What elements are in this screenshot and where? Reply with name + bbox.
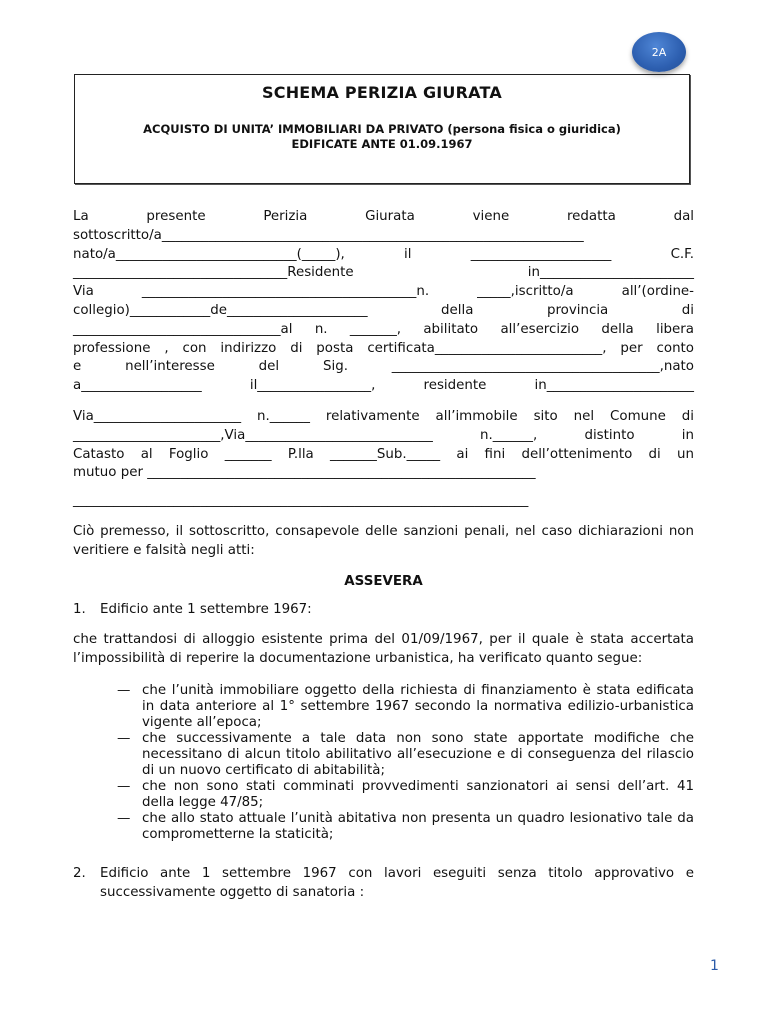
item-2-number: 2.: [73, 865, 86, 881]
item-2: [73, 865, 694, 903]
property-line: ____________________________________________________________________: [73, 493, 529, 509]
item-1-text: Edificio ante 1 settembre 1967:: [100, 602, 312, 618]
intro-line: e nell’interesse del Sig. ________________________________________,nato: [73, 359, 694, 375]
dash-marker: —: [117, 778, 131, 794]
title-box: [74, 74, 690, 184]
list-item: [117, 683, 694, 731]
intro-line: nato/a___________________________(_____), il _____________________ C.F.: [73, 246, 694, 262]
declaration-list: [117, 683, 694, 843]
dash-marker: —: [117, 810, 131, 826]
page-number: 1: [710, 958, 719, 974]
item-1: [73, 601, 694, 620]
dash-marker: —: [117, 730, 131, 746]
subtitle-line-2: EDIFICATE ANTE 01.09.1967: [291, 137, 473, 151]
property-paragraph: [73, 408, 694, 511]
property-line: ______________________,Via____________________________ n.______, distinto in: [73, 427, 694, 443]
intro-line: professione , con indirizzo di posta certificata_________________________, per conto: [73, 340, 694, 356]
premise-paragraph: Ciò premesso, il sottoscritto, consapevole delle sanzioni penali, nel caso dichiarazioni non veritiere e falsità negli atti:: [73, 523, 694, 558]
intro-line: Via _________________________________________n. _____,iscritto/a all’(ordine-: [73, 284, 694, 300]
item-1-number: 1.: [73, 602, 86, 618]
item-2-text: Edificio ante 1 settembre 1967 con lavori eseguiti senza titolo approvativo e successivamente oggetto di sanatoria :: [100, 865, 694, 900]
document-subtitle: [75, 122, 689, 152]
list-item: [117, 731, 694, 779]
list-item-text: che non sono stati comminati provvedimenti sanzionatori ai sensi dell’art. 41 della legge 47/85;: [142, 778, 694, 810]
intro-line: a__________________ il_________________, residente in______________________: [73, 378, 694, 394]
intro-line: La presente Perizia Giurata viene redatta dal: [73, 209, 694, 224]
property-line: mutuo per __________________________________________________________: [73, 465, 536, 481]
item-1-intro: che trattandosi di alloggio esistente prima del 01/09/1967, per il quale è stata accertata l’impossibilità di reperire la documentazione urbanistica, ha verificato quanto segue:: [73, 632, 694, 666]
property-line: Catasto al Foglio _______ P.lla _______Sub._____ ai fini dell’ottenimento di un: [73, 446, 694, 462]
assevera-heading: ASSEVERA: [344, 573, 423, 589]
document-title: SCHEMA PERIZIA GIURATA: [262, 83, 502, 102]
dash-marker: —: [117, 682, 131, 698]
section-badge: 2A: [632, 32, 686, 72]
list-item-text: che allo stato attuale l’unità abitativa non presenta un quadro lesionativo tale da comprometterne la staticità;: [142, 810, 694, 842]
intro-line: ________________________________Residente in_______________________: [73, 265, 694, 281]
intro-line: collegio)____________de_____________________ della provincia di: [73, 302, 694, 318]
list-item: [117, 811, 694, 843]
list-item: [117, 779, 694, 811]
intro-line: _______________________________al n. _______, abilitato all’esercizio della libera: [73, 321, 694, 337]
list-item-text: che successivamente a tale data non sono state apportate modifiche che necessitano di alcun titolo abilitativo all’esecuzione e di conseguenza del rilascio di un nuovo certificato di abitabilità;: [142, 730, 694, 778]
subtitle-line-1: ACQUISTO DI UNITA’ IMMOBILIARI DA PRIVATO (persona fisica o giuridica): [143, 122, 621, 136]
intro-line: sottoscritto/a_______________________________________________________________: [73, 227, 584, 243]
intro-paragraph: [73, 208, 694, 396]
property-line: Via______________________ n.______ relativamente all’immobile sito nel Comune di: [73, 408, 694, 424]
document-body: [73, 208, 694, 913]
list-item-text: che l’unità immobiliare oggetto della richiesta di finanziamento è stata edificata in data anteriore al 1° settembre 1967 secondo la normativa edilizio-urbanistica vigente all’epoca;: [142, 682, 694, 730]
